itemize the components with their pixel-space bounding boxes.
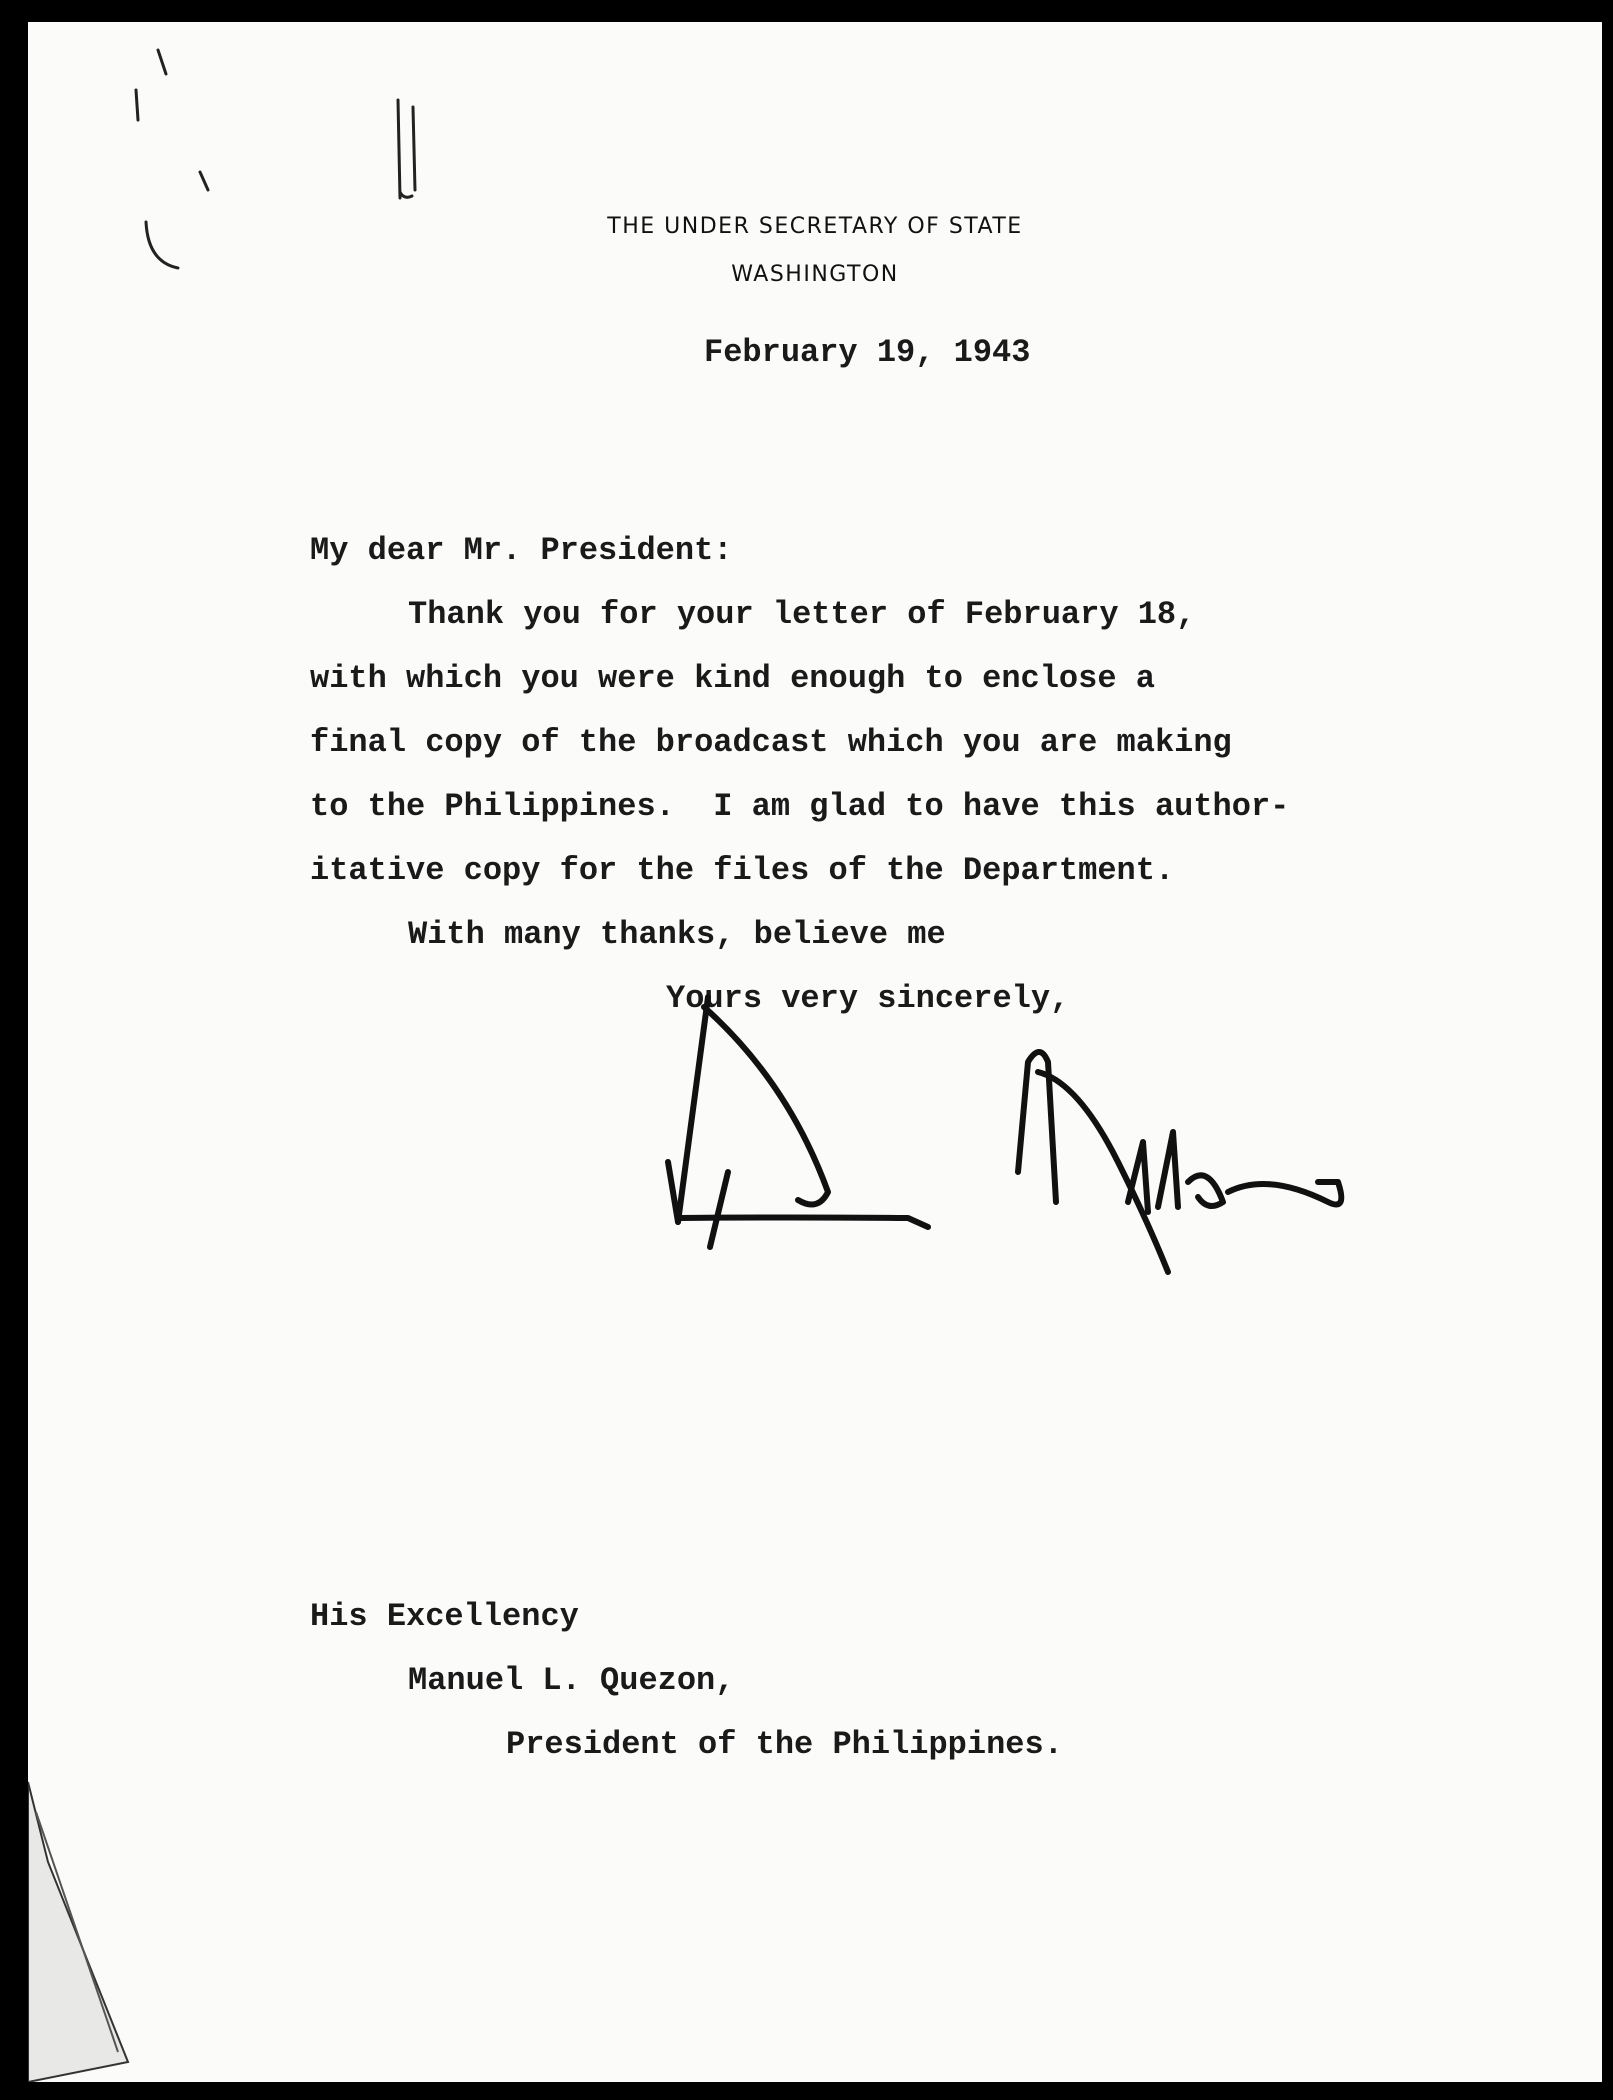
recipient-office: President of the Philippines.	[506, 1726, 1063, 1763]
letterhead-city: WASHINGTON	[731, 262, 899, 287]
salutation: My dear Mr. President:	[310, 532, 733, 569]
body-line: to the Philippines. I am glad to have this author-	[310, 788, 1290, 825]
body-line: Thank you for your letter of February 18,	[408, 596, 1196, 633]
closing: Yours very sincerely,	[666, 980, 1070, 1017]
signature	[28, 22, 1602, 2082]
letterhead-title: THE UNDER SECRETARY OF STATE	[607, 214, 1023, 239]
recipient-name: Manuel L. Quezon,	[408, 1662, 735, 1699]
letter-date: February 19, 1943	[704, 334, 1031, 371]
body-line: itative copy for the files of the Department.	[310, 852, 1175, 889]
body-line: With many thanks, believe me	[408, 916, 946, 953]
body-line: with which you were kind enough to enclose a	[310, 660, 1155, 697]
letter-page	[28, 22, 1602, 2082]
recipient-title: His Excellency	[310, 1598, 579, 1635]
body-line: final copy of the broadcast which you are making	[310, 724, 1232, 761]
